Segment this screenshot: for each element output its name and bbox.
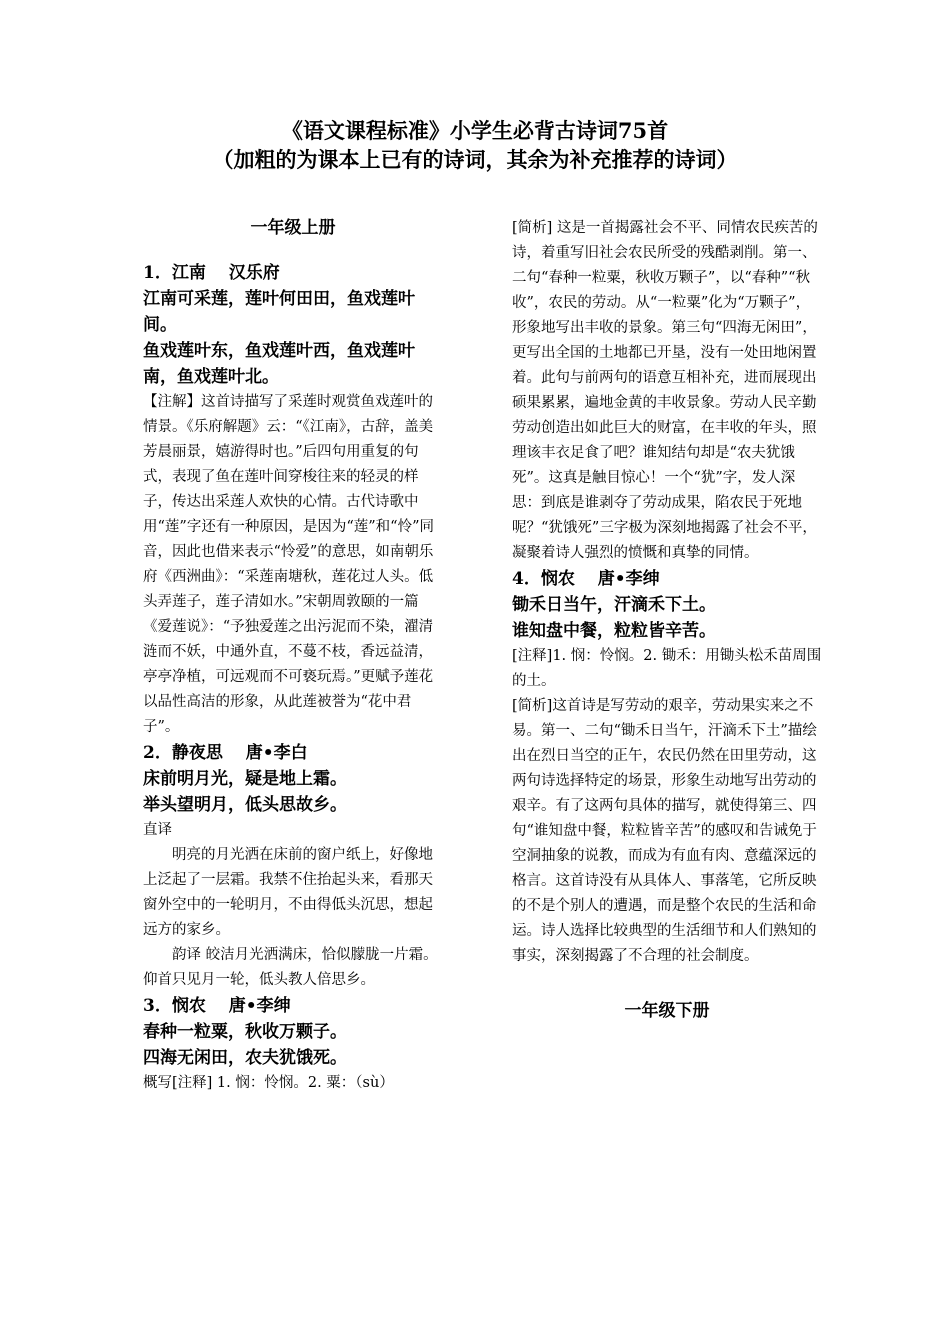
poem-line: 鱼戏莲叶东，鱼戏莲叶西，鱼戏莲叶南，鱼戏莲叶北。 xyxy=(143,341,415,387)
poem-note: [注释]1. 悯：怜悯。2. 锄禾：用锄头松禾苗周围的土。 xyxy=(512,648,822,689)
poem-line: 谁知盘中餐，粒粒皆辛苦。 xyxy=(512,621,716,641)
poem-line: 江南可采莲，莲叶何田田，鱼戏莲叶间。 xyxy=(143,289,415,335)
grade-heading: 一年级上册 xyxy=(250,218,336,238)
poem-heading: 3．悯农 唐•李绅 xyxy=(143,996,291,1016)
poem-line: 床前明月光，疑是地上霜。 xyxy=(143,769,347,789)
document-subtitle: （加粗的为课本上已有的诗词，其余为补充推荐的诗词） xyxy=(212,147,738,172)
poem-note: 【注解】这首诗描写了采莲时观赏鱼戏莲叶的情景。《乐府解题》云：“《江南》，古辞，盖美芳晨丽景，嬉游得时也。”后四句用重复的句式，表现了鱼在莲叶间穿梭往来的轻灵的样子，传达出采莲人欢快的心情。古代诗歌中用“莲”字还有一种原因，是因为“莲”和“怜”同音，因此也借来表示“怜爱”的意思，如南朝乐府《西洲曲》：“采莲南塘秋，莲花过人头。低头弄莲子，莲子清如水。”宋朝周敦颐的一篇《爱莲说》：“予独爱莲之出污泥而不染，濯清涟而不妖，中通外直，不蔓不枝，香远益清，亭亭净植，可远观而不可亵玩焉。”更赋予莲花以品性高洁的形象，从此莲被誉为“花中君子”。 xyxy=(143,394,434,735)
document-title: 《语文课程标准》小学生必背古诗词75首 xyxy=(281,118,669,143)
translation-text: 明亮的月光洒在床前的窗户纸上，好像地上泛起了一层霜。我禁不住抬起头来，看那天窗外空中的一轮明月，不由得低头沉思，想起远方的家乡。 xyxy=(143,847,433,938)
poem-line: 举头望明月，低头思故乡。 xyxy=(143,795,347,815)
rhymed-translation: 韵译 皎洁月光洒满床，恰似朦胧一片霜。仰首只见月一轮，低头教人倍思乡。 xyxy=(143,947,438,988)
poem-analysis: [简析]这首诗是写劳动的艰辛，劳动果实来之不易。第一、二句“锄禾日当午，汗滴禾下土”描绘出在烈日当空的正午，农民仍然在田里劳动，这两句诗选择特定的场景，形象生动地写出劳动的艰辛。有了这两句具体的描写，就使得第三、四句“谁知盘中餐，粒粒皆辛苦”的感叹和告诫免于空洞抽象的说教，而成为有血有肉、意蕴深远的格言。这首诗没有从具体人、事落笔，它所反映的不是个别人的遭遇，而是整个农民的生活和命运。诗人选择比较典型的生活细节和人们熟知的事实，深刻揭露了不合理的社会制度。 xyxy=(512,698,817,964)
poem-line: 四海无闲田，农夫犹饿死。 xyxy=(143,1048,347,1068)
poem-line: 春种一粒粟，秋收万颗子。 xyxy=(143,1022,347,1042)
poem-line: 锄禾日当午，汗滴禾下土。 xyxy=(512,595,716,615)
poem-analysis: [简析] 这是一首揭露社会不平、同情农民疾苦的诗，着重写旧社会农民所受的残酷剥削。第一、二句“春种一粒粟，秋收万颗子”，以“春种”“秋收”，农民的劳动。从“一粒粟”化为“万颗子”，形象地写出丰收的景象。第三句“四海无闲田”，更写出全国的土地都已开垦，没有一处田地闲置着。此句与前两句的语意互相补充，进而展现出硕果累累，遍地金黄的丰收景象。劳动人民辛勤劳动创造出如此巨大的财富，在丰收的年头，照理该丰衣足食了吧？谁知结句却是“农夫犹饿死”。这真是触目惊心！一个“犹”字，发人深思：到底是谁剥夺了劳动成果，陷农民于死地呢？“犹饿死”三字极为深刻地揭露了社会不平，凝聚着诗人强烈的愤慨和真挚的同情。 xyxy=(512,220,818,561)
translation-label: 直译 xyxy=(143,822,172,838)
grade-heading: 一年级下册 xyxy=(624,1001,710,1021)
poem-note: 概写[注释] 1. 悯：怜悯。2. 粟：（sù） xyxy=(143,1075,394,1091)
poem-heading: 2．静夜思 唐•李白 xyxy=(143,743,308,763)
poem-heading: 1．江南 汉乐府 xyxy=(143,263,280,283)
left-column xyxy=(143,216,443,1096)
poem-heading: 4．悯农 唐•李绅 xyxy=(512,569,660,589)
right-column xyxy=(512,216,822,1023)
